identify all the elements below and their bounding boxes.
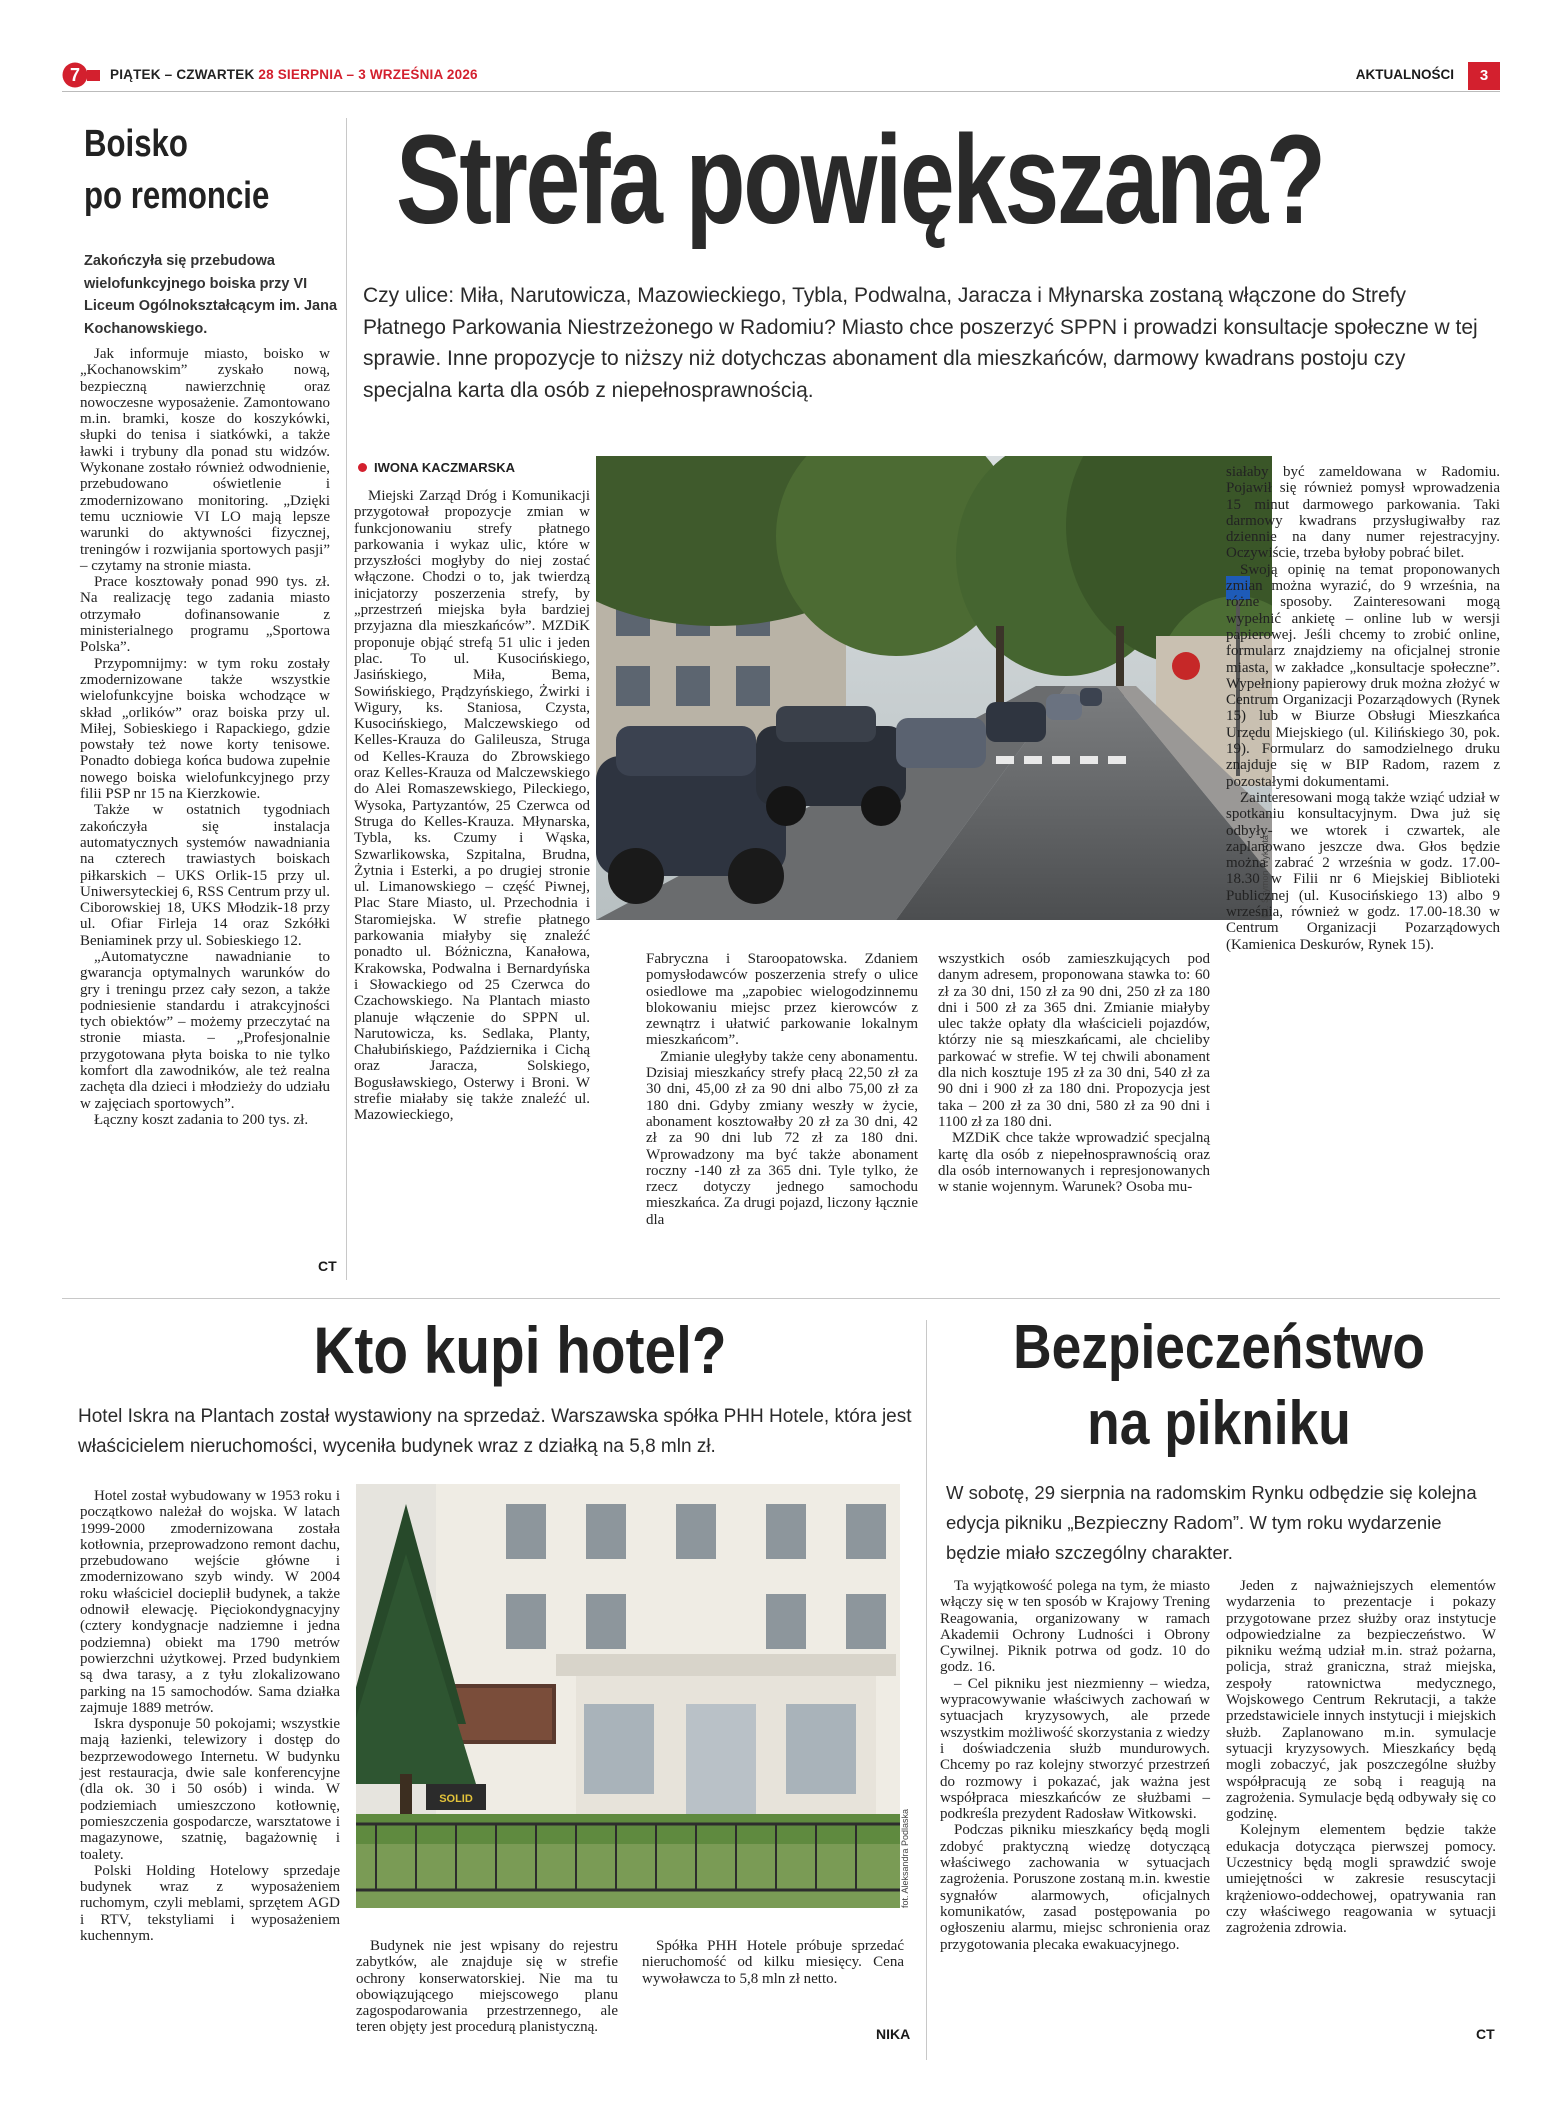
strefa-author — [358, 460, 515, 475]
page-number: 3 — [1468, 62, 1500, 90]
issue-date-range: 28 SIERPNIA – 3 WRZEŚNIA 2026 — [258, 67, 478, 82]
paragraph: Zmianie uległyby także ceny abonamentu. Dzisiaj mieszkańcy strefy płacą 22,50 zł za 30 dni, 45,00 zł za 90 dni albo 75,00 zł za 180 dni. Gdyby zmiany weszły w życie, abonament kosztowałby 20 zł za 30 dni, 42 zł za 90 dni lub 72 zł za 180 dni. Wprowadzony ma być także abonament roczny -140 zł za 365 dni. Tyle tylko, że rzecz dotyczy jednego samochodu mieszkańca. Za drugi pojazd, liczony łącznie dla — [646, 1048, 918, 1228]
column-divider — [346, 118, 347, 1280]
street-photo-graphic — [596, 456, 1272, 920]
bullet-icon — [358, 463, 367, 472]
paragraph: Także w ostatnich tygodniach zakończyła się instalacja automatycznych systemów nawadniania na czterech trawiastych boiskach piłkarskich – UKS Orlik-15 przy ul. Uniwersyteckiej 6, RSS Centrum przy ul. Ciborowskiej 18, UKS Młodzik-18 przy ul. Ofiar Firleja 14 oraz Szkółki Beniaminek przy ul. Sobieskiego 12. — [80, 802, 330, 949]
piknik-column-2 — [1226, 1578, 1496, 1937]
paragraph: Fabryczna i Staroopatowska. Zdaniem pomysłodawców poszerzenia strefy o ulice osiedlowe ma „zapobiec wielogodzinnemu blokowaniu miejsc przez kierowców z zewnątrz i ułatwić parkowanie lokalnym mieszkańcom”. — [646, 951, 918, 1049]
strefa-column-2 — [646, 951, 918, 1228]
paragraph: Hotel został wybudowany w 1953 roku i początkowo należał do wojska. W latach 1999-2000 zmodernizowana została kotłownia, przeprowadzono remont dachu, przebudowano wejście główne i zmodernizowano szyb windy. W 2004 roku właściciel docieplił budynek, a także odnowił elewację. Pięciokondygnacyjny (cztery kondygnacje nadziemne i jedna podziemna) obiekt ma 1790 metrów powierzchni użytkowej. Przed budynkiem są dwa tarasy, a z tyłu zlokalizowano parking na 15 samochodów. Sama działka zajmuje 1889 metrów. — [80, 1488, 340, 1716]
hotel-headline: Kto kupi hotel? — [313, 1313, 727, 1387]
newspaper-logo-icon — [62, 62, 100, 88]
boisko-headline-line2: po remoncie — [84, 175, 270, 217]
paragraph: Prace kosztowały ponad 990 tys. zł. Na realizację tego zadania miasto otrzymało dofinansowanie z ministerialnego programu „Sportowa Polska”. — [80, 574, 330, 656]
strefa-headline: Strefa powiększana? — [396, 109, 1324, 250]
hotel-column-2 — [356, 1938, 618, 2036]
page-header — [62, 62, 1500, 92]
piknik-signature: CT — [1476, 2026, 1495, 2042]
section-name: AKTUALNOŚCI — [1355, 67, 1454, 82]
paragraph: Budynek nie jest wpisany do rejestru zabytków, ale znajduje się w strefie ochrony konserwatorskiej. Nie ma tu obowiązującego miejscowego planu zagospodarowania przestrzennego, ale teren objęty jest procedurą planistyczną. — [356, 1938, 618, 2036]
paragraph: Podczas pikniku mieszkańcy będą mogli zdobyć praktyczną wiedzę dotyczącą właściwego zachowania w sytuacjach zagrożenia. Poruszone zostaną m.in. kwestie sygnałów alarmowych, oficjalnych komunikatów, zasad postępowania po ogłoszeniu alarmu, miejsc schronienia oraz przygotowania plecaka ewakuacyjnego. — [940, 1822, 1210, 1953]
paragraph: – Cel pikniku jest niezmienny – wiedza, wypracowywanie właściwych zachowań w sytuacjach kryzysowych, ale przede wszystkim możliwość skorzystania z wiedzy i doświadczenia służb mundurowych. Chcemy po raz kolejny stworzyć przestrzeń do rozmowy i pokazać, jak ważna jest współpraca mieszkańców ze służbami – podkreśla prezydent Radosław Witkowski. — [940, 1675, 1210, 1823]
boisko-signature: CT — [318, 1258, 337, 1274]
hotel-photo-credit: fot. Aleksandra Podlaska — [900, 1808, 910, 1908]
strefa-photo-credit: fot. Szymon Wykrota — [1260, 835, 1270, 918]
paragraph: Iskra dysponuje 50 pokojami; wszystkie mają łazienki, telewizory i dostęp do bezprzewodowego Internetu. W budynku jest restauracja, dwie sale konferencyjne (dla ok. 30 i 50 osób) i winda. W podziemiach umieszczono kotłownię, pomieszczenia gospodarcze, warsztatowe i magazynowe, szatnię, bagażownię i toalety. — [80, 1716, 340, 1863]
hotel-building-photo — [356, 1484, 900, 1908]
paragraph: Przypomnijmy: w tym roku zostały zmodernizowane także wszystkie wielofunkcyjne boiska wchodzące w skład „orlików” oraz boiska przy ul. Miłej, Sobieskiego i Rapackiego, gdzie powstały też nowe korty tenisowe. Ponadto dobiega końca budowa zupełnie nowego boiska wielofunkcyjnego przy filii PSP nr 15 na Kierzkowie. — [80, 655, 330, 803]
boisko-headline-line1: Boisko — [84, 123, 188, 165]
paragraph: Polski Holding Hotelowy sprzedaje budynek wraz z wyposażeniem ruchomym, czyli meblami, sprzętem AGD i RTV, tekstyliami i wyposażeniem kuchennym. — [80, 1862, 340, 1945]
paragraph: Ta wyjątkowość polega na tym, że miasto włączy się w ten sposób w Krajowy Trening Reagowania, organizowany w ramach Akademii Ochrony Ludności i Obrony Cywilnej. Piknik potrwa od godz. 10 do godz. 16. — [940, 1578, 1210, 1676]
street-parking-photo — [596, 456, 1272, 920]
hotel-signature: NIKA — [876, 2026, 911, 2042]
boisko-headline — [84, 118, 281, 222]
paragraph: Jak informuje miasto, boisko w „Kochanowskim” zyskało nową, bezpieczną nawierzchnię oraz nowoczesne wyposażenie. Zamontowano m.in. bramki, kosze do koszykówki, słupki do tenisa i siatkówki, a także ławki i trybuny dla ponad stu widzów. Wykonane zostało również odwodnienie, przebudowano oświetlenie i zmodernizowano monitoring. „Dzięki temu uczniowie VI LO mają lepsze warunki do aktywności fizycznej, treningów i rozwijania sportowych pasji” – czytamy na stronie miasta. — [80, 346, 330, 574]
strefa-column-4 — [1226, 464, 1500, 953]
paragraph: Miejski Zarząd Dróg i Komunikacji przygotował propozycje zmian w funkcjonowaniu strefy płatnego parkowania i wykaz ulic, które w przyszłości mogłyby do niej zostać włączone. Chodzi o to, jak twierdzą inicjatorzy poszerzenia strefy, by „przestrzeń miejska była bardziej przyjazna dla mieszkańców”. MZDiK proponuje objąć strefą 51 ulic i jeden plac. To ul. Kusocińskiego, Jasińskiego, Miła, Bema, Sowińskiego, Prądzyńskiego, Żwirki i Wigury, ks. Staniosa, Czysta, Kusocińskiego, Malczewskiego od Kelles-Krauza do Galileusza, Struga od Kelles-Krauza do Zbrowskiego oraz Kelles-Krauza od Malczewskiego do Alei Romaszewskiego, Pileckiego, Wysoka, Partyzantów, 25 Czerwca od Struga do Kelles-Krauza. Młynarska, Tybla, ks. Czumy i Wąska, Szwarlikowska, Szpitalna, Brudna, Żytnia i Esterki, a po drugiej stronie ul. Limanowskiego – część Piwnej, Plac Stare Miasto, ul. Przechodnia i Staromiejska. W strefie płatnego parkowania miałyby się znaleźć ponadto ul. Bóżniczna, Kanałowa, Krakowska, Podwalna i Bernardyńska i Słowackiego od 25 Czerwca do Czachowskiego. Na Plantach miasto planuje włączenie do SPPN ul. Narutowicza, ks. Sedlaka, Planty, Chałubińskiego, Października i Cichą oraz Jaracza, Solskiego, Bogusławskiego, Osterwy i Broni. W strefie miałaby się także znaleźć ul. Mazowieckiego, — [354, 488, 590, 1124]
paragraph: Kolejnym elementem będzie także edukacja dotycząca pierwszej pomocy. Uczestnicy będą mogli sprawdzić swoje umiejętności w zakresie resuscytacji krążeniowo-oddechowej, opatrywania ran czy właściwego reagowania w sytuacji zagrożenia zdrowia. — [1226, 1822, 1496, 1937]
paragraph: siałaby być zameldowana w Radomiu. Pojawił się również pomysł wprowadzenia 15 minut darmowego parkowania. Taki darmowy kwadrans przysługiwałby raz dziennie na dany numer rejestracyjny. Oczywiście, trzeba byłoby pobrać bilet. — [1226, 464, 1500, 562]
issue-dates — [110, 67, 478, 82]
issue-days: PIĄTEK – CZWARTEK — [110, 67, 255, 82]
hotel-column-3 — [642, 1938, 904, 1987]
strefa-lead: Czy ulice: Miła, Narutowicza, Mazowieckiego, Tybla, Podwalna, Jaracza i Młynarska zostaną włączone do Strefy Płatnego Parkowania Niestrzeżonego w Radomiu? Miasto chce poszerzyć SPPN i prowadzi konsultacje społeczne w tej sprawie. Inne propozycje to niższy niż dotychczas abonament dla mieszkańców, darmowy kwadrans postoju czy specjalna karta dla osób z niepełnosprawnością. — [363, 284, 1478, 402]
paragraph: MZDiK chce także wprowadzić specjalną kartę dla osób z niepełnosprawnością oraz dla osób internowanych i represjonowanych w stanie wojennym. Warunek? Osoba mu- — [938, 1130, 1210, 1196]
svg-text:7: 7 — [69, 65, 81, 85]
column-divider — [926, 1320, 927, 2060]
paragraph: Zainteresowani mogą także wziąć udział w spotkaniu konsultacyjnym. Dwa już się odbyły- we wtorek i czwartek, ale zaplanowano jeszcze dwa. Głos będzie można zabrać 2 września w godz. 17.00-18.30 w Filii nr 6 Miejskiej Biblioteki Publicznej (ul. Kusocińskiego 13) albo 9 września, również w godz. 17.00-18.30 w Centrum Organizacji Pozarządowych (Kamienica Deskurów, Rynek 15). — [1226, 789, 1500, 953]
strefa-column-1 — [354, 488, 590, 1124]
paragraph: wszystkich osób zamieszkujących pod danym adresem, proponowana stawka to: 60 zł za 30 dni, 150 zł za 90 dni, 250 zł za 180 dni i 500 zł za 365 dni. Zmianie miałyby ulec także opłaty dla właścicieli pojazdów, którzy nie są mieszkańcami, ale chcieliby parkować w strefie. W tej chwili abonament dla nich kosztuje 195 zł za 30 dni, 540 zł za 90 dni i 900 zł za 180 dni. Propozycja jest taka – 200 zł za 30 dni, 580 zł za 90 dni i 1100 zł za 180 dni. — [938, 951, 1210, 1130]
boisko-lead: Zakończyła się przebudowa wielofunkcyjnego boiska przy VI Liceum Ogólnokształcącym im. Jana Kochanowskiego. — [84, 253, 338, 337]
paragraph: Jeden z najważniejszych elementów wydarzenia to prezentacje i pokazy przygotowane przez służby oraz instytucje odpowiedzialne za bezpieczeństwo. W pikniku weźmą udział m.in. straż pożarna, policja, straż graniczna, straż miejska, zespoły ratownictwa medycznego, Wojskowego Centrum Rekrutacji, a także przedstawiciele innych instytucji i miejskich służb. Zaplanowano m.in. symulacje sytuacji kryzysowych. Mieszkańcy będą mogli zobaczyć, jak poszczególne służby współpracują ze sobą i reagują na zagrożenia. Symulacje będą odbywały się co godzinę. — [1226, 1578, 1496, 1823]
piknik-headline-line2: na pikniku — [1087, 1389, 1351, 1458]
paragraph: Łączny koszt zadania to 200 tys. zł. — [94, 1111, 309, 1128]
piknik-headline-line1: Bezpieczeństwo — [1013, 1313, 1425, 1382]
hotel-column-1 — [80, 1488, 340, 1944]
strefa-column-3 — [938, 951, 1210, 1195]
hotel-lead: Hotel Iskra na Plantach został wystawiony na sprzedaż. Warszawska spółka PHH Hotele, która jest właścicielem nieruchomości, wyceniła budynek wraz z działką na 5,8 mln zł. — [78, 1406, 912, 1457]
piknik-column-1 — [940, 1578, 1210, 1953]
boisko-body — [80, 346, 330, 1128]
piknik-lead: W sobotę, 29 sierpnia na radomskim Rynku odbędzie się kolejna edycja pikniku „Bezpieczny Radom”. W tym roku wydarzenie będzie miało szczególny charakter. — [946, 1482, 1477, 1563]
svg-text:SOLID: SOLID — [439, 1793, 473, 1805]
paragraph: Spółka PHH Hotele próbuje sprzedać nieruchomość od kilku miesięcy. Cena wywoławcza to 5,8 mln zł netto. — [642, 1938, 904, 1987]
strefa-author-name: IWONA KACZMARSKA — [374, 460, 516, 475]
piknik-headline — [991, 1310, 1447, 1462]
section-divider — [62, 1298, 1500, 1299]
paragraph: „Automatyczne nawadnianie to gwarancja optymalnych warunków do gry i treningu przez cały sezon, a także podniesienie standardu i atrakcyjności tych obiektów” – możemy przeczytać na stronie miasta. – „Profesjonalnie przygotowana płyta boiska to nie tylko komfort dla zawodników, ale też realna zachęta dla dzieci i młodzieży do udziału w zajęciach sportowych”. — [80, 948, 330, 1112]
hotel-photo-graphic — [356, 1484, 900, 1908]
paragraph: Swoją opinię na temat proponowanych zmian można wyrazić, do 9 września, na różne sposoby. Zainteresowani mogą wypełnić ankietę – online lub w wersji papierowej. Jeśli chcemy to zrobić online, formularz znajdziemy na oficjalnej stronie miasta, w zakładce „konsultacje społeczne”. Wypełniony papierowy druk można złożyć w Centrum Organizacji Pozarządowych (Rynek 15) lub w Biurze Obsługi Mieszkańca Urzędu Miejskiego (ul. Kilińskiego 30, pok. 19). Formularz do samodzielnego druku znajduje się w BIP Radom, razem z pozostałymi dokumentami. — [1226, 561, 1500, 790]
